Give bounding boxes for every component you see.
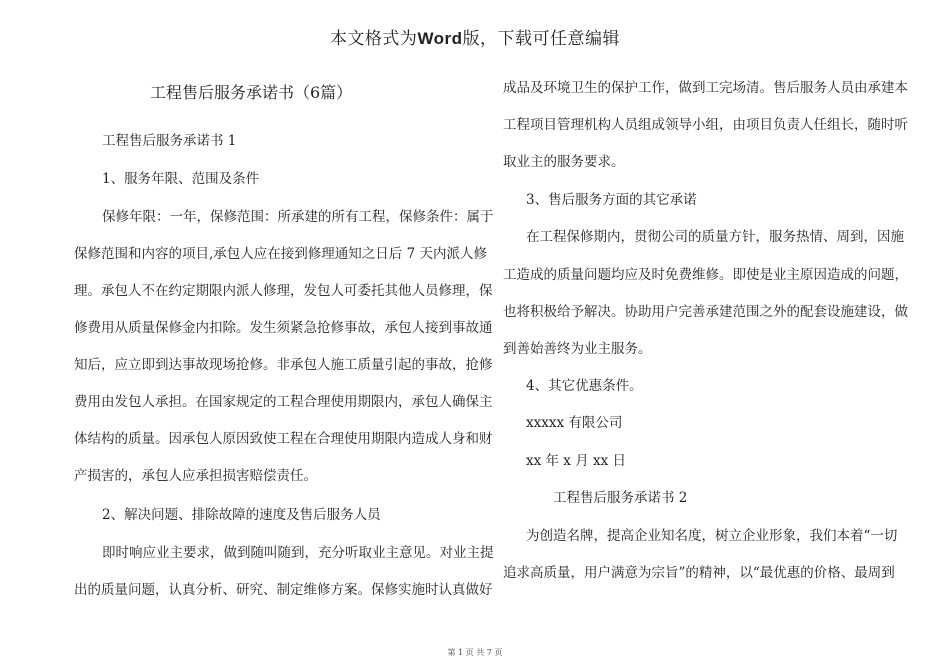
page-footer: 第 1 页 共 7 页 (447, 648, 503, 657)
paragraph-line: 工造成的质量问题均应及时免费维修。即使是业主原因造成的问题， (503, 267, 908, 283)
paragraph-line: 追求高质量，用户满意为宗旨”的精神，以“最优惠的价格、最周到 (503, 565, 895, 581)
paragraph-line: 理。承包人不在约定期限内派人修理，发包人可委托其他人员修理，保 (74, 283, 493, 299)
subsection-heading: 4、其它优惠条件。 (526, 378, 643, 394)
paragraph-line: 即时响应业主要求，做到随叫随到，充分听取业主意见。对业主提 (102, 545, 494, 561)
document-title: 工程售后服务承诺书（6篇） (150, 83, 353, 102)
paragraph-line: 也将积极给予解决。协助用户完善承建范围之外的配套设施建设，做 (503, 304, 908, 320)
paragraph-line: 工程项目管理机构人员组成领导小组，由项目负责人任组长，随时听 (503, 117, 908, 133)
paragraph-line: 保修年限：一年，保修范围：所承建的所有工程，保修条件：属于 (102, 209, 494, 225)
paragraph-line: 知后，应立即到达事故现场抢修。非承包人施工质量引起的事故，抢修 (74, 357, 493, 373)
paragraph-line: 在工程保修期内，贯彻公司的质量方针，服务热情、周到，因施 (526, 229, 904, 245)
paragraph-line: 到善始善终为业主服务。 (503, 341, 652, 357)
paragraph-line: 成品及环境卫生的保护工作，做到工完场清。售后服务人员由承建本 (503, 80, 908, 96)
paragraph-line: 体结构的质量。因承包人原因致使工程在合理使用期限内造成人身和财 (74, 431, 493, 447)
signature-date: xx 年 x 月 xx 日 (526, 453, 627, 469)
section-heading: 工程售后服务承诺书 2 (553, 490, 688, 506)
paragraph-line: 产损害的，承包人应承担损害赔偿责任。 (74, 468, 317, 484)
format-banner: 本文格式为Word版，下载可任意编辑 (329, 29, 621, 49)
paragraph-line: 费用由发包人承担。在国家规定的工程合理使用期限内，承包人确保主 (74, 394, 493, 410)
subsection-heading: 1、服务年限、范围及条件 (102, 171, 260, 187)
paragraph-line: 修费用从质量保修金内扣除。发生须紧急抢修事故，承包人接到事故通 (74, 320, 493, 336)
subsection-heading: 3、售后服务方面的其它承诺 (526, 192, 697, 208)
paragraph-line: 为创造名牌，提高企业知名度，树立企业形象，我们本着“一切 (526, 528, 898, 544)
company-name: xxxxx 有限公司 (526, 415, 623, 431)
paragraph-line: 出的质量问题，认真分析、研究、制定维修方案。保修实施时认真做好 (74, 582, 493, 598)
subsection-heading: 2、解决问题、排除故障的速度及售后服务人员 (102, 507, 381, 523)
section-heading: 工程售后服务承诺书 1 (102, 133, 237, 149)
paragraph-line: 取业主的服务要求。 (503, 154, 625, 170)
paragraph-line: 保修范围和内容的项目,承包人应在接到修理通知之日后 7 天内派人修 (74, 246, 487, 262)
